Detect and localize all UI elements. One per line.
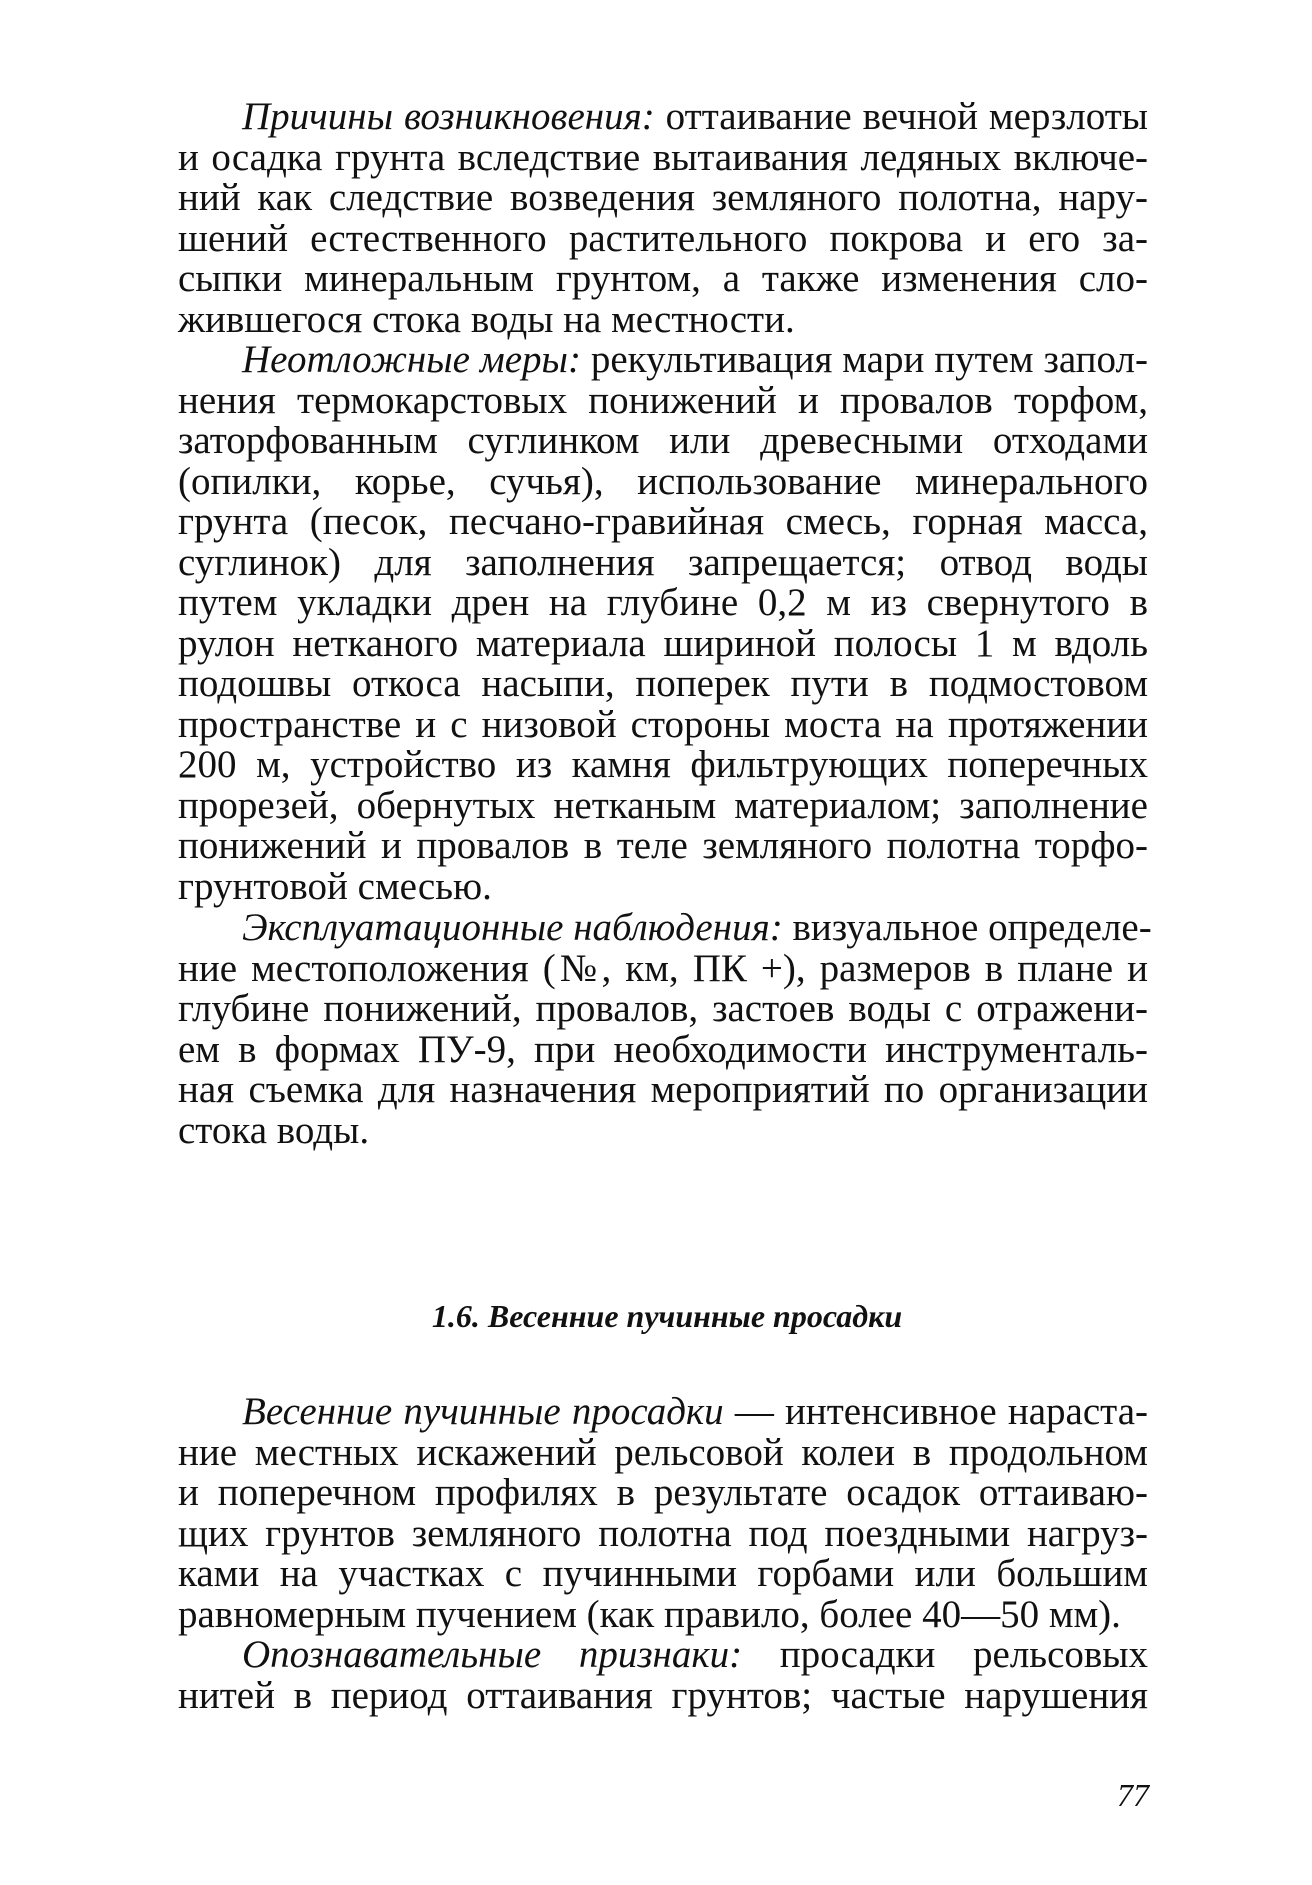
text-line: Причины возникновения: оттаивание вечной мерзлоты (242, 95, 1148, 138)
text-line: путем укладки дрен на глубине 0,2 м из свернутого в (178, 581, 1148, 624)
text-line: Весенние пучинные просадки — интенсивное нараста- (242, 1390, 1148, 1433)
text-line: ние местных искажений рельсовой колеи в продольном (178, 1430, 1148, 1474)
text-line: стока воды. (178, 1108, 370, 1152)
text-line: жившегося стока воды на местности. (178, 297, 795, 341)
text-line: пространстве и с низовой стороны моста на протяжении (178, 702, 1148, 746)
page-number: 77 (1117, 1777, 1149, 1813)
text-line: равномерным пучением (как правило, более 40—50 мм). (178, 1592, 1121, 1636)
paragraph-definition (178, 1392, 1148, 1635)
text-line: глубине понижений, провалов, застоев воды с отражени- (178, 987, 1148, 1030)
text-line: сыпки минеральным грунтом, а также изменения сло- (178, 257, 1148, 300)
paragraph-lead: Неотложные меры: (242, 338, 581, 381)
text-line: и поперечном профилях в результате осадок оттаиваю- (178, 1471, 1148, 1514)
text-line: ная съемка для назначения мероприятий по организации (178, 1068, 1148, 1111)
text-line: Опознавательные признаки: просадки рельсовых (242, 1633, 1148, 1676)
text-line: 200 м, устройство из камня фильтрующих поперечных (178, 743, 1148, 786)
text-line: ний как следствие возведения земляного полотна, нару- (178, 176, 1148, 219)
text-line: нитей в период оттаивания грунтов; частые нарушения (178, 1673, 1148, 1717)
paragraph-identifying-signs (178, 1635, 1148, 1716)
text-line: Неотложные меры: рекультивация мари путем запол- (242, 338, 1148, 381)
text-line: (опилки, корье, сучья), использование минерального (178, 459, 1148, 503)
text-line: ние местоположения (№, км, ПК +), размеров в плане и (178, 946, 1148, 990)
text-line: понижений и провалов в теле земляного полотна торфо- (178, 824, 1148, 867)
text-line: ем в формах ПУ-9, при необходимости инструменталь- (178, 1027, 1148, 1071)
paragraph-causes (178, 97, 1148, 340)
paragraph-operational-observations (178, 906, 1152, 1152)
text-line: ками на участках с пучинными горбами или большим (178, 1552, 1148, 1595)
text-line: и осадка грунта вследствие вытаивания ледяных включе- (178, 135, 1148, 179)
text-line: щих грунтов земляного полотна под поездными нагруз- (178, 1511, 1148, 1555)
paragraph-lead: Опознавательные признаки: (242, 1633, 743, 1676)
paragraph-urgent-measures (178, 340, 1148, 907)
text-line: рулон нетканого материала шириной полосы 1 м вдоль (178, 621, 1148, 665)
paragraph-lead: Эксплуатационные наблюдения: (242, 906, 783, 949)
text-line: грунта (песок, песчано-гравийная смесь, горная масса, (178, 500, 1148, 543)
text-line: нения термокарстовых понижений и провалов торфом, (178, 378, 1148, 422)
text-line: прорезей, обернутых нетканым материалом; заполнение (178, 783, 1148, 827)
text-line: шений естественного растительного покрова и его за- (178, 216, 1148, 260)
text-line: Эксплуатационные наблюдения: визуальное определе- (242, 906, 1152, 949)
text-line: суглинок) для заполнения запрещается; отвод воды (178, 540, 1148, 584)
text-line: заторфованным суглинком или древесными отходами (178, 419, 1148, 462)
text-line: грунтовой смесью. (178, 864, 492, 908)
paragraph-lead: Весенние пучинные просадки (242, 1390, 724, 1433)
paragraph-lead: Причины возникновения: (242, 95, 655, 138)
section-heading: 1.6. Весенние пучинные просадки (431, 1298, 903, 1334)
text-line: подошвы откоса насыпи, поперек пути в подмостовом (178, 662, 1148, 705)
